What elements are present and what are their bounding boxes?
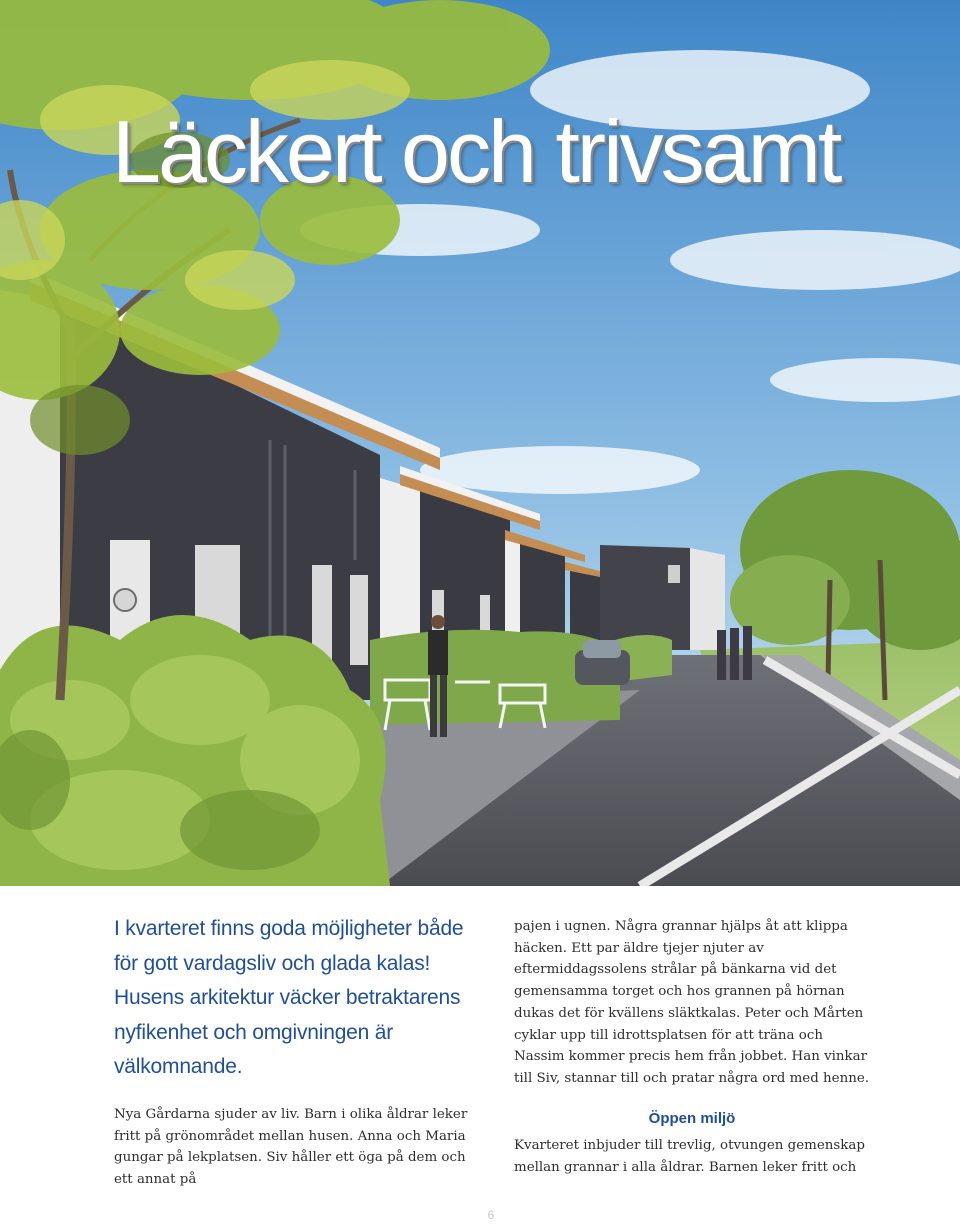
body-paragraph-right: pajen i ugnen. Några grannar hjälps åt att klippa häcken. Ett par äldre tjejer njuter av eftermiddagssolens strålar på bänkarna vid det gemensamma torget och hos grannen på hörnan dukas det för kvällens släktkalas. Peter och Mårten cyklar upp till idrottsplatsen för att träna och Nassim kommer precis hem från jobbet. Han vinkar till Siv, stannar till och pratar några ord med henne. xyxy=(514,919,870,1086)
section-heading: Öppen miljö xyxy=(648,1110,736,1127)
page-title: Läckert och trivsamt xyxy=(112,102,840,201)
body-paragraph-right-2: Kvarteret inbjuder till trevlig, otvungen gemenskap mellan grannar i alla åldrar. Barnen leker fritt och xyxy=(514,1138,865,1175)
body-paragraph-left: Nya Gårdarna sjuder av liv. Barn i olika åldrar leker fritt på grönområdet mellan husen. Anna och Maria gungar på lekplatsen. Siv håller ett öga på dem och ett annat på xyxy=(114,1107,468,1188)
page-number: 6 xyxy=(487,1208,495,1222)
intro-paragraph: I kvarteret finns goda möjligheter både för gott vardagsliv och glada kalas! Husens arkitektur väcker betraktarens nyfikenhet och omgivningen är välkomnande. xyxy=(114,917,464,1078)
